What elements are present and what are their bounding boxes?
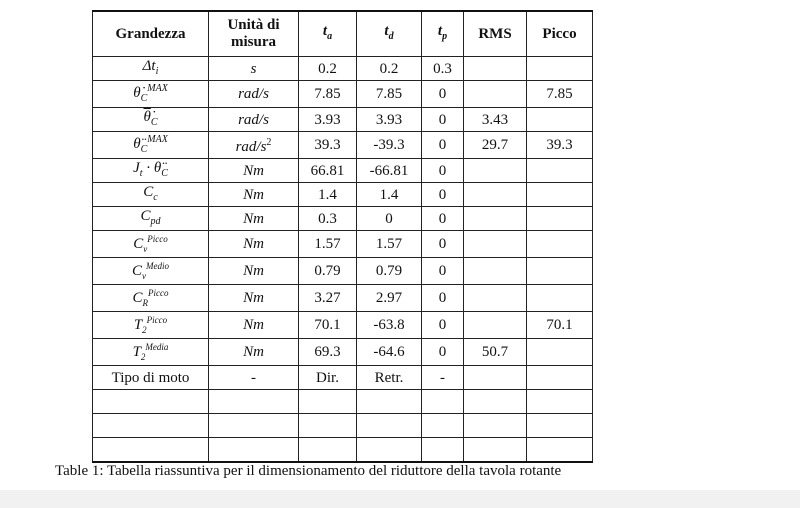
tp-cell: 0 bbox=[422, 132, 464, 159]
td-cell: 7.85 bbox=[357, 81, 422, 108]
table-row bbox=[93, 132, 593, 159]
td-cell: -63.8 bbox=[357, 312, 422, 339]
rms-cell: 50.7 bbox=[464, 339, 527, 366]
header-quantity: Grandezza bbox=[93, 11, 209, 57]
header-tp-symbol: $t_p$ bbox=[437, 23, 448, 42]
tp-cell: - bbox=[422, 366, 464, 390]
peak-cell bbox=[527, 285, 593, 312]
header-td bbox=[357, 11, 422, 57]
quantity-cell bbox=[93, 108, 209, 132]
table-row bbox=[93, 339, 593, 366]
peak-cell bbox=[527, 390, 593, 414]
rms-cell bbox=[464, 414, 527, 438]
header-rms: RMS bbox=[464, 11, 527, 57]
quantity-cell bbox=[93, 207, 209, 231]
td-cell: 3.93 bbox=[357, 108, 422, 132]
peak-cell bbox=[527, 159, 593, 183]
quantity-cell bbox=[93, 132, 209, 159]
unit-cell: - bbox=[209, 366, 299, 390]
quantity-cell bbox=[93, 81, 209, 108]
quantity-math: $C_c$ bbox=[143, 183, 158, 203]
unit-cell bbox=[209, 414, 299, 438]
tp-cell bbox=[422, 390, 464, 414]
header-tp bbox=[422, 11, 464, 57]
table-row bbox=[93, 207, 593, 231]
rms-cell bbox=[464, 438, 527, 463]
header-unit: Unità di misura bbox=[209, 11, 299, 57]
quantity-cell bbox=[93, 312, 209, 339]
table-row bbox=[93, 366, 593, 390]
rms-cell: 29.7 bbox=[464, 132, 527, 159]
quantity-cell bbox=[93, 390, 209, 414]
peak-cell bbox=[527, 414, 593, 438]
quantity-cell bbox=[93, 57, 209, 81]
table-header-row bbox=[93, 11, 593, 57]
table-row bbox=[93, 231, 593, 258]
peak-cell bbox=[527, 108, 593, 132]
ta-cell: Dir. bbox=[299, 366, 357, 390]
quantity-cell bbox=[93, 159, 209, 183]
unit-cell bbox=[209, 390, 299, 414]
td-cell: 2.97 bbox=[357, 285, 422, 312]
quantity-math: $\Delta t_i$ bbox=[142, 57, 159, 77]
table-row bbox=[93, 183, 593, 207]
summary-table bbox=[92, 10, 593, 463]
tp-cell bbox=[422, 414, 464, 438]
quantity-cell: Tipo di moto bbox=[93, 366, 209, 390]
tp-cell: 0 bbox=[422, 231, 464, 258]
quantity-cell bbox=[93, 231, 209, 258]
rms-cell bbox=[464, 258, 527, 285]
ta-cell: 70.1 bbox=[299, 312, 357, 339]
td-cell: Retr. bbox=[357, 366, 422, 390]
peak-cell bbox=[527, 57, 593, 81]
tp-cell: 0 bbox=[422, 312, 464, 339]
quantity-math: $J_t$ · $\thetä_C$ bbox=[133, 159, 168, 179]
unit-math: rad/$s^2$ bbox=[235, 137, 272, 155]
quantity-cell bbox=[93, 414, 209, 438]
peak-cell bbox=[527, 438, 593, 463]
table-row bbox=[93, 438, 593, 463]
ta-cell: 7.85 bbox=[299, 81, 357, 108]
table-row bbox=[93, 81, 593, 108]
td-cell bbox=[357, 414, 422, 438]
ta-cell: 3.93 bbox=[299, 108, 357, 132]
table-row bbox=[93, 108, 593, 132]
quantity-math: $C_v^{Medio}$ bbox=[131, 261, 169, 281]
td-cell bbox=[357, 438, 422, 463]
td-cell: -64.6 bbox=[357, 339, 422, 366]
unit-cell: Nm bbox=[209, 231, 299, 258]
unit-cell: s bbox=[209, 57, 299, 81]
peak-cell: 7.85 bbox=[527, 81, 593, 108]
header-td-symbol: $t_d$ bbox=[384, 23, 394, 42]
quantity-math: $\thetȧ_C^{MAX}$ bbox=[133, 83, 168, 104]
unit-cell: Nm bbox=[209, 339, 299, 366]
table-row bbox=[93, 159, 593, 183]
rms-cell bbox=[464, 285, 527, 312]
unit-cell: Nm bbox=[209, 312, 299, 339]
td-cell: 1.4 bbox=[357, 183, 422, 207]
unit-cell: rad/s bbox=[209, 108, 299, 132]
quantity-cell bbox=[93, 258, 209, 285]
unit-cell: Nm bbox=[209, 159, 299, 183]
td-cell: -66.81 bbox=[357, 159, 422, 183]
tp-cell: 0 bbox=[422, 81, 464, 108]
quantity-cell bbox=[93, 339, 209, 366]
ta-cell: 0.2 bbox=[299, 57, 357, 81]
quantity-math: $C_R^{Picco}$ bbox=[132, 288, 169, 308]
tp-cell: 0 bbox=[422, 258, 464, 285]
unit-cell: Nm bbox=[209, 258, 299, 285]
peak-cell bbox=[527, 258, 593, 285]
rms-cell: 3.43 bbox=[464, 108, 527, 132]
quantity-math: $C_v^{Picco}$ bbox=[133, 234, 168, 254]
quantity-math: $\thetä_C^{MAX}$ bbox=[133, 134, 168, 155]
ta-cell: 69.3 bbox=[299, 339, 357, 366]
td-cell bbox=[357, 390, 422, 414]
tp-cell: 0 bbox=[422, 285, 464, 312]
unit-cell: Nm bbox=[209, 207, 299, 231]
td-cell: 1.57 bbox=[357, 231, 422, 258]
table-row bbox=[93, 285, 593, 312]
page-bottom-band bbox=[0, 490, 800, 508]
ta-cell: 0.79 bbox=[299, 258, 357, 285]
rms-cell bbox=[464, 312, 527, 339]
rms-cell bbox=[464, 366, 527, 390]
rms-cell bbox=[464, 231, 527, 258]
rms-cell bbox=[464, 159, 527, 183]
tp-cell: 0.3 bbox=[422, 57, 464, 81]
ta-cell: 3.27 bbox=[299, 285, 357, 312]
caption-label: Table 1: bbox=[55, 463, 104, 479]
header-ta-symbol: $t_a$ bbox=[322, 23, 333, 42]
rms-cell bbox=[464, 81, 527, 108]
unit-cell: Nm bbox=[209, 183, 299, 207]
peak-cell: 39.3 bbox=[527, 132, 593, 159]
ta-cell: 1.4 bbox=[299, 183, 357, 207]
ta-cell bbox=[299, 390, 357, 414]
rms-cell bbox=[464, 57, 527, 81]
header-ta bbox=[299, 11, 357, 57]
header-peak: Picco bbox=[527, 11, 593, 57]
peak-cell bbox=[527, 366, 593, 390]
tp-cell: 0 bbox=[422, 207, 464, 231]
ta-cell: 0.3 bbox=[299, 207, 357, 231]
td-cell: 0.79 bbox=[357, 258, 422, 285]
unit-cell bbox=[209, 132, 299, 159]
quantity-cell bbox=[93, 438, 209, 463]
quantity-math: $T_2^{Media}$ bbox=[132, 342, 169, 362]
peak-cell bbox=[527, 183, 593, 207]
tp-cell: 0 bbox=[422, 108, 464, 132]
unit-cell bbox=[209, 438, 299, 463]
table-row bbox=[93, 390, 593, 414]
table-row bbox=[93, 414, 593, 438]
table-row bbox=[93, 57, 593, 81]
tp-cell: 0 bbox=[422, 183, 464, 207]
quantity-math: $C_{pd}$ bbox=[140, 207, 161, 227]
td-cell: 0 bbox=[357, 207, 422, 231]
table-caption bbox=[55, 462, 695, 481]
ta-cell: 39.3 bbox=[299, 132, 357, 159]
td-cell: -39.3 bbox=[357, 132, 422, 159]
peak-cell bbox=[527, 339, 593, 366]
unit-cell: Nm bbox=[209, 285, 299, 312]
unit-cell: rad/s bbox=[209, 81, 299, 108]
table-row bbox=[93, 258, 593, 285]
rms-cell bbox=[464, 183, 527, 207]
tp-cell bbox=[422, 438, 464, 463]
table-row bbox=[93, 312, 593, 339]
quantity-math: $\thetȧ_C$ bbox=[143, 108, 158, 128]
peak-cell bbox=[527, 207, 593, 231]
quantity-cell bbox=[93, 285, 209, 312]
peak-cell bbox=[527, 231, 593, 258]
tp-cell: 0 bbox=[422, 339, 464, 366]
ta-cell bbox=[299, 438, 357, 463]
ta-cell: 66.81 bbox=[299, 159, 357, 183]
quantity-cell bbox=[93, 183, 209, 207]
rms-cell bbox=[464, 207, 527, 231]
tp-cell: 0 bbox=[422, 159, 464, 183]
caption-text: Tabella riassuntiva per il dimensionamento del riduttore della tavola rotante bbox=[107, 463, 562, 479]
td-cell: 0.2 bbox=[357, 57, 422, 81]
ta-cell: 1.57 bbox=[299, 231, 357, 258]
rms-cell bbox=[464, 390, 527, 414]
ta-cell bbox=[299, 414, 357, 438]
quantity-math: $T_2^{Picco}$ bbox=[133, 315, 168, 335]
peak-cell: 70.1 bbox=[527, 312, 593, 339]
